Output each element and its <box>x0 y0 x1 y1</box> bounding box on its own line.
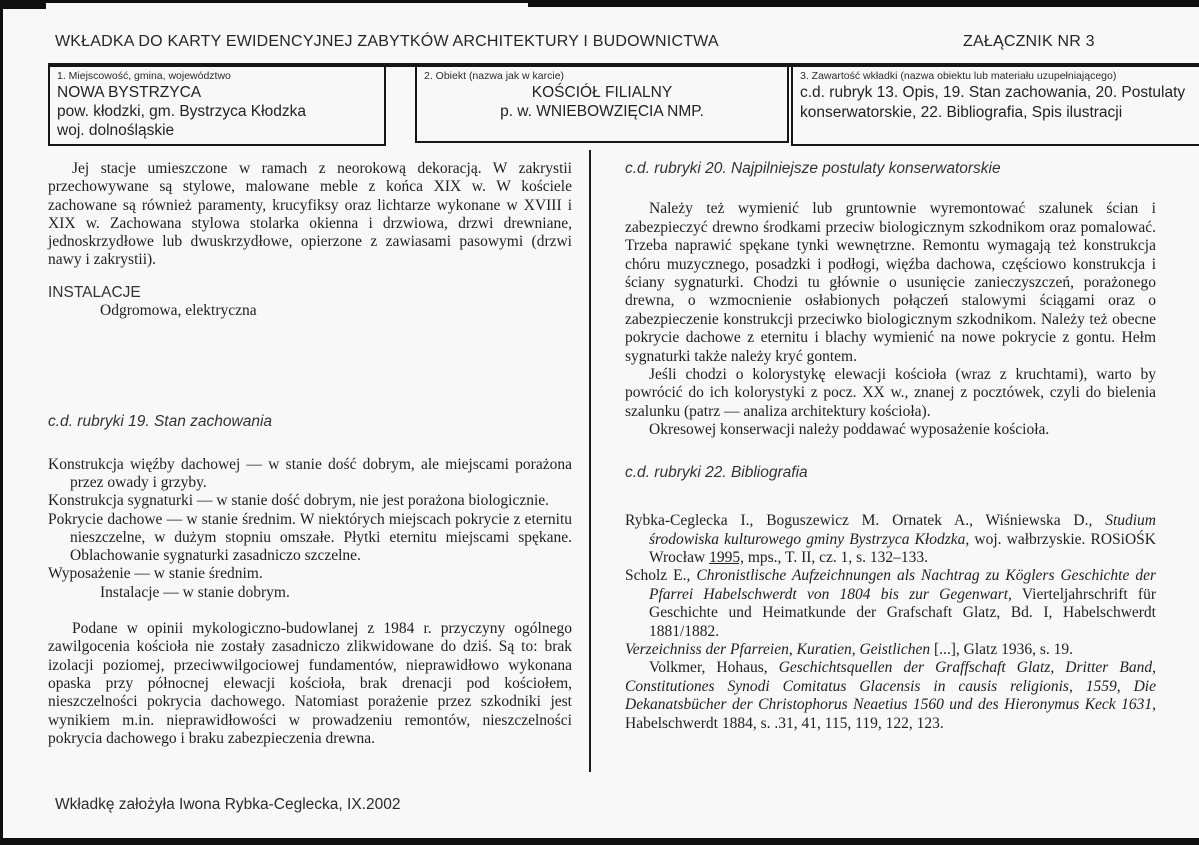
field-object <box>415 67 789 143</box>
condition-list <box>48 456 572 602</box>
condition-item: Konstrukcja więźby dachowej — w stanie dość dobrym, ale miejscami porażona przez owady i grzyby. <box>48 455 572 491</box>
column-divider <box>589 150 591 772</box>
contents-description: c.d. rubryk 13. Opis, 19. Stan zachowania, 20. Postulaty konserwatorskie, 22. Bibliografia, Spis ilustracji <box>800 84 1186 121</box>
condition-item: Konstrukcja sygnaturki — w stanie dość dobrym, nie jest porażona biologicznie. <box>48 492 550 510</box>
maintenance-paragraph: Okresowej konserwacji należy poddawać wyposażenie kościoła. <box>649 421 1050 439</box>
page-title: WKŁADKA DO KARTY EWIDENCYJNEJ ZABYTKÓW ARCHITEKTURY I BUDOWNICTWA <box>55 33 719 50</box>
installations-value: Odgromowa, elektryczna <box>100 302 257 320</box>
field-object-label: 2. Obiekt (nazwa jak w karcie) <box>424 70 565 82</box>
scan-edge-bottom <box>0 838 1199 845</box>
footer-note: Wkładkę założyła Iwona Rybka-Ceglecka, IX.2002 <box>55 796 401 813</box>
postulates-paragraph: Należy też wymienić lub gruntownie wyremontować szalunek ścian i zabezpieczyć drewno środkami przeciw biologicznym szkodnikom oraz pomalować. Trzeba naprawić spękane tynki wewnętrzne. Remontu wymagają też konstrukcja chóru muzycznego, posadzki i podłogi, więźba dachowa, częściowo konstrukcja i ściany sygnaturki. Chodzi tu głównie o usunięcie zanieczyszczeń, porażonego drewna, o wzmocnienie osłabionych połączeń stalowymi ściągami oraz o zabezpieczenie konstrukcji przeciwko biologicznym szkodnikom. Należy też obecne pokrycie dachowe z eternitu i blachy wymienić na nowe pokrycie z gontu. Hełm sygnaturki także należy kryć gontem. <box>625 200 1156 365</box>
right-column <box>625 160 1156 733</box>
bibliography-list <box>625 512 1156 733</box>
bibliography-entry: Verzeichniss der Pfarreien, Kuratien, Geistlichen [...], Glatz 1936, s. 19. <box>625 640 1073 658</box>
condition-item: Wyposażenie — w stanie średnim. <box>48 565 263 583</box>
section-20-heading: c.d. rubryki 20. Najpilniejsze postulaty konserwatorskie <box>625 160 1001 177</box>
scan-edge-top-right <box>528 0 1199 7</box>
field-contents-label: 3. Zawartość wkładki (nazwa obiektu lub materiału uzupełniającego) <box>800 70 1117 82</box>
location-name: NOWA BYSTRZYCA <box>57 84 202 101</box>
section-19-heading: c.d. rubryki 19. Stan zachowania <box>48 413 273 431</box>
field-location <box>48 67 386 146</box>
location-voivodeship: woj. dolnośląskie <box>57 122 175 139</box>
bibliography-entry: Scholz E., Chronistlische Aufzeichnungen als Nachtrag zu Köglers Geschichte der Pfarrei Habelschwerdt von 1804 bis zur Gegenwart, Vierteljahrschrift für Geschichte und Heimatkunde der Grafschaft Glatz, Bd. I, Habelschwerdt 1881/1882. <box>625 567 1157 640</box>
condition-item: Pokrycie dachowe — w stanie średnim. W niektórych miejscach pokrycie z eternitu nieszczelne, w dużym stopniu omszałe. Płytki eternitu miejscami spękane. Oblachowanie sygnaturki zasadniczo szczelne. <box>48 510 572 565</box>
left-column <box>48 160 572 748</box>
bibliography-entry: Volkmer, Hohaus, Geschichtsquellen der Graffschaft Glatz, Dritter Band, Constitutiones Synodi Comitatus Glacensis in causis religionis, 1559, Die Dekanatsbücher der Christophorus Neaetius 1560 und des Hieronymus Keck 1631, Habelschwerdt 1884, s. .31, 41, 115, 119, 122, 123. <box>625 659 1156 732</box>
description-paragraph: Jej stacje umieszczone w ramach z neorokową dekoracją. W zakrystii przechowywane są stylowe, malowane meble z końca XIX w. W kościele zachowane są również paramenty, krucyfiksy oraz lichtarze wykonane w XVIII i XIX w. Zachowana stylowa stolarka okienna i drzwiowa, drzwi drewniane, jednoskrzydłowe lub dwuskrzydłowe, opierzone z zawiasami pasowymi (drzwi nawy i zakrystii). <box>48 160 572 269</box>
section-22-heading: c.d. rubryki 22. Bibliografia <box>625 463 808 481</box>
installations-heading: INSTALACJE <box>48 283 141 301</box>
object-dedication: p. w. WNIEBOWZIĘCIA NMP. <box>500 103 704 120</box>
color-scheme-paragraph: Jeśli chodzi o kolorystykę elewacji kościoła (wraz z kruchtami), warto by powrócić do ich kolorystyki z pocz. XX w., znanej z pocztówek, czyli do bielenia szalunku (patrz — analiza architektury kościoła). <box>625 366 1156 420</box>
opinion-paragraph: Podane w opinii mykologiczno-budowlanej z 1984 r. przyczyny ogólnego zawilgocenia kościoła nie zostały zasadniczo zlikwidowane do dziś. Są to: brak izolacji poziomej, przeciwwilgociowej fundamentów, nieprawidłowo wykonana opaska przy północnej elewacji kościoła, brak drenacji pod kościołem, nieszczelności pokrycia dachowego. Natomiast porażenie przez szkodniki jest wynikiem m.in. nieprawidłowości w prowadzeniu remontów, nieszczelności pokrycia dachowego i braku zabezpieczenia drewna. <box>48 620 572 747</box>
scan-edge-left <box>0 0 3 845</box>
object-name: KOŚCIÓŁ FILIALNY <box>531 84 673 101</box>
field-contents <box>791 67 1199 146</box>
bibliography-entry: Rybka-Ceglecka I., Boguszewicz M. Ornatek A., Wiśniewska D., Studium środowiska kulturowego gminy Bystrzyca Kłodzka, woj. wałbrzyskie. ROSiOŚK Wrocław 1995, mps., T. II, cz. 1, s. 132–133. <box>625 512 1156 566</box>
scan-edge-corner-blob <box>0 0 46 9</box>
location-district: pow. kłodzki, gm. Bystrzyca Kłodzka <box>57 103 306 120</box>
condition-item: Instalacje — w stanie dobrym. <box>100 583 290 601</box>
field-location-label: 1. Miejscowość, gmina, województwo <box>57 70 231 82</box>
annex-label: ZAŁĄCZNIK NR 3 <box>963 33 1095 50</box>
